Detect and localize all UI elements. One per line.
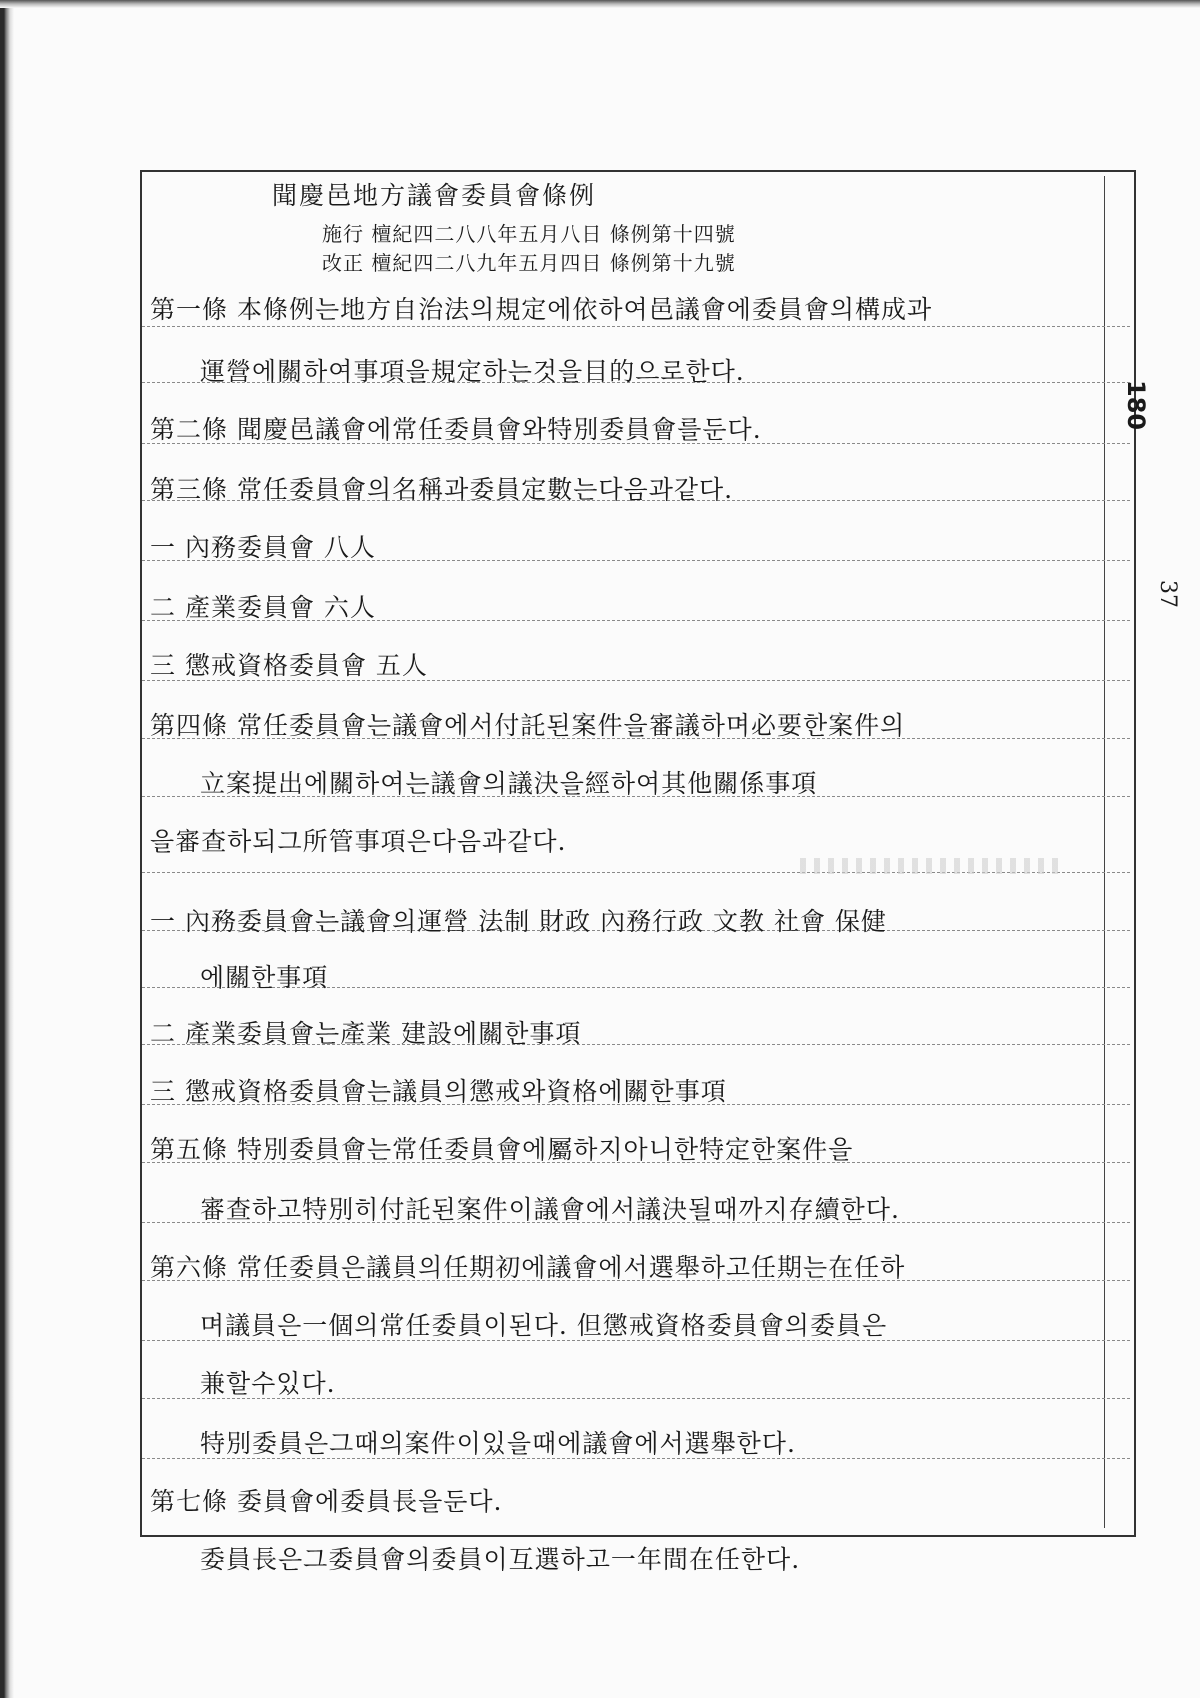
article-6-line-1: 第六條 常任委員은議員의任期初에議會에서選舉하고任期는在任하	[150, 1253, 906, 1282]
ruled-line	[142, 326, 1130, 327]
scan-edge-top	[0, 0, 1200, 8]
committee-item-2: 二 產業委員會 六人	[150, 593, 376, 622]
article-1-line-2: 運營에關하여事項을規定하는것을目的으로한다.	[200, 357, 745, 386]
amendment-line: 改正 檀紀四二八九年五月四日 條例第十九號	[322, 251, 736, 275]
article-7-line-1: 第七條 委員會에委員長을둔다.	[150, 1487, 503, 1516]
scan-edge-left	[0, 0, 14, 1698]
ruled-sheet-inner-margin	[1104, 176, 1105, 1528]
article-6-line-3: 兼할수있다.	[200, 1369, 336, 1398]
page-number: 180	[1122, 380, 1150, 431]
jurisdiction-item-2: 二 產業委員會는產業 建設에關한事項	[150, 1019, 582, 1048]
jurisdiction-item-3: 三 懲戒資格委員會는議員의懲戒와資格에關한事項	[150, 1077, 727, 1106]
article-3-line: 第三條 常任委員會의名稱과委員定數는다음과같다.	[150, 475, 734, 504]
committee-item-3: 三 懲戒資格委員會 五人	[150, 651, 428, 680]
article-4-line-1: 第四條 常任委員會는議會에서付託된案件을審議하며必要한案件의	[150, 711, 906, 740]
enactment-line: 施行 檀紀四二八八年五月八日 條例第十四號	[322, 222, 736, 246]
article-5-line-2: 審查하고特別히付託된案件이議會에서議決될때까지存續한다.	[200, 1195, 900, 1224]
document-title: 聞慶邑地方議會委員會條例	[272, 181, 597, 210]
article-7-line-2: 委員長은그委員會의委員이互選하고一年間在任한다.	[200, 1545, 801, 1574]
article-1-line-1: 第一條 本條例는地方自治法의規定에依하여邑議會에委員會의構成과	[150, 295, 933, 324]
article-6-line-2: 며議員은一個의常任委員이된다. 但懲戒資格委員會의委員은	[200, 1311, 888, 1340]
jurisdiction-item-1: 一 內務委員會는議會의運營 法制 財政 內務行政 文教 社會 保健	[150, 907, 887, 936]
article-6-line-4: 特別委員은그때의案件이있을때에議會에서選舉한다.	[200, 1429, 796, 1458]
article-2-line: 第二條 聞慶邑議會에常任委員會와特別委員會를둔다.	[150, 415, 762, 444]
jurisdiction-item-1-cont: 에關한事項	[200, 963, 329, 992]
article-4-line-2: 立案提出에關하여는議會의議決을經하여其他關係事項	[200, 769, 818, 798]
sequence-number: 37	[1155, 580, 1180, 608]
article-5-line-1: 第五條 特別委員會는常任委員會에屬하지아니한特定한案件을	[150, 1135, 854, 1164]
committee-item-1: 一 內務委員會 八人	[150, 533, 376, 562]
article-4-line-3: 을審查하되그所管事項은다음과같다.	[150, 827, 567, 856]
scan-smudge	[800, 858, 1060, 874]
